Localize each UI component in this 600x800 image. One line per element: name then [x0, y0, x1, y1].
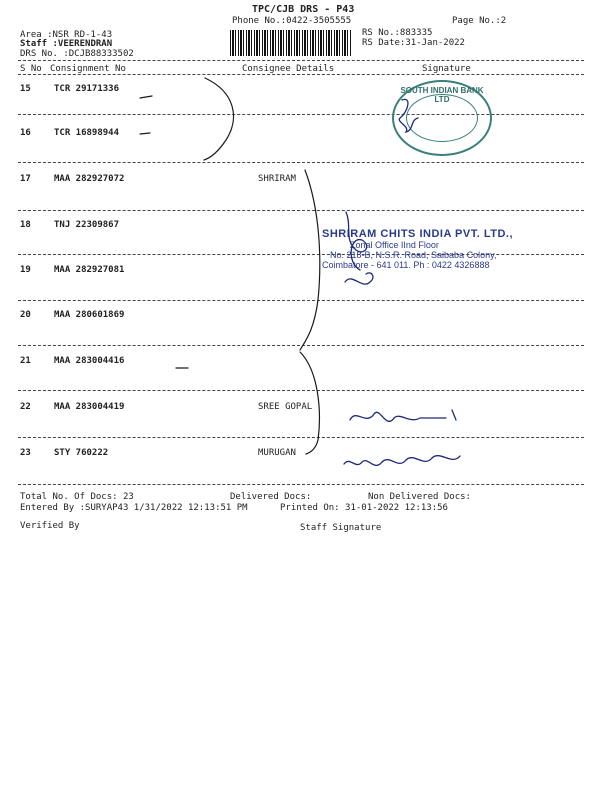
- row-sno: 16: [20, 128, 31, 138]
- row-consignment: MAA 282927072: [54, 174, 125, 184]
- row-sno: 22: [20, 402, 31, 412]
- staff-signature-label: Staff Signature: [300, 523, 382, 533]
- column-header-consignee: Consignee Details: [242, 64, 335, 74]
- page-number: Page No.:2: [452, 16, 507, 26]
- column-header-consignment: Consignment No: [50, 64, 126, 74]
- row-consignment: MAA 283004416: [54, 356, 125, 366]
- row-consignment: MAA 282927081: [54, 265, 125, 275]
- handwritten-bracket-top: [204, 78, 233, 160]
- company-stamp-line2: Zonal Office IInd Floor: [350, 240, 439, 250]
- phone-number: Phone No.:0422-3505555: [232, 16, 352, 26]
- murugan-signature: [344, 456, 460, 466]
- total-docs: Total No. Of Docs: 23: [20, 492, 134, 502]
- non-delivered-docs: Non Delivered Docs:: [368, 492, 471, 502]
- column-header-signature: Signature: [422, 64, 471, 74]
- company-stamp-line4: Coimbatore - 641 011. Ph : 0422 4326888: [322, 260, 490, 270]
- verified-by-label: Verified By: [20, 521, 80, 531]
- row-consignee: MURUGAN: [258, 448, 296, 458]
- row-sno: 18: [20, 220, 31, 230]
- area-field: Area :NSR RD-1-43: [20, 30, 113, 40]
- row-sno: 17: [20, 174, 31, 184]
- row-sno: 15: [20, 84, 31, 94]
- handwritten-bracket-large: [300, 170, 320, 350]
- bank-seal-text: SOUTH INDIAN BANK LTD: [400, 86, 484, 104]
- row-sno: 20: [20, 310, 31, 320]
- staff-field: Staff :VEERENDRAN: [20, 39, 113, 49]
- row-sno: 23: [20, 448, 31, 458]
- row-sno: 19: [20, 265, 31, 275]
- entered-by: Entered By :SURYAP43 1/31/2022 12:13:51 PM: [20, 503, 248, 513]
- row-consignee: SREE GOPAL: [258, 402, 313, 412]
- row-sno: 21: [20, 356, 31, 366]
- column-header-sno: S No: [20, 64, 42, 74]
- document-title: TPC/CJB DRS - P43: [252, 4, 355, 15]
- row-consignment: MAA 280601869: [54, 310, 125, 320]
- printed-on: Printed On: 31-01-2022 12:13:56: [280, 503, 448, 513]
- bank-signature: [399, 99, 418, 132]
- rs-date: RS Date:31-Jan-2022: [362, 38, 465, 48]
- handwritten-dash: [140, 133, 150, 134]
- sree-gopal-signature: [350, 410, 456, 421]
- company-stamp-line3: No. 218-B, N.S.R. Road, Saibaba Colony,: [330, 250, 497, 260]
- row-consignee: SHRIRAM: [258, 174, 296, 184]
- drs-number: DRS No. :DCJB88333502: [20, 49, 134, 59]
- delivered-docs: Delivered Docs:: [230, 492, 312, 502]
- row-consignment: MAA 283004419: [54, 402, 125, 412]
- row-consignment: STY 760222: [54, 448, 109, 458]
- handwritten-dash: [140, 96, 152, 98]
- row-consignment: TNJ 22309867: [54, 220, 120, 230]
- row-consignment: TCR 16898944: [54, 128, 120, 138]
- handwritten-bracket-lower: [300, 352, 319, 454]
- company-stamp-name: SHRIRAM CHITS INDIA PVT. LTD.,: [322, 228, 513, 240]
- shriram-signature: [345, 212, 373, 284]
- row-consignment: TCR 29171336: [54, 84, 120, 94]
- rs-number: RS No.:883335: [362, 28, 433, 38]
